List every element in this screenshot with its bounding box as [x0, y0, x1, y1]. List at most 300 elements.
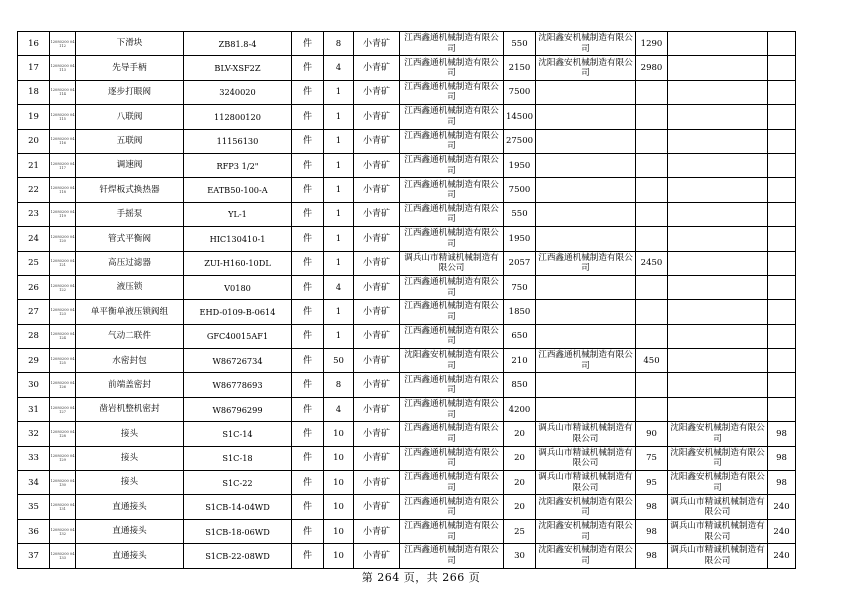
item-name: 直通接头 — [76, 544, 184, 568]
item-spec: W86726734 — [184, 349, 292, 373]
price-2 — [636, 373, 668, 397]
price-3 — [768, 349, 796, 373]
mine-name: 小青矿 — [354, 202, 400, 226]
supplier-2: 调兵山市精诚机械制造有限公司 — [536, 471, 636, 495]
supplier-1: 江西鑫通机械制造有限公司 — [400, 471, 504, 495]
price-2: 90 — [636, 422, 668, 446]
item-spec: S1CB-22-08WD — [184, 544, 292, 568]
unit: 件 — [292, 202, 324, 226]
item-spec: S1CB-18-06WD — [184, 519, 292, 543]
price-3 — [768, 324, 796, 348]
unit: 件 — [292, 56, 324, 80]
unit: 件 — [292, 544, 324, 568]
item-name: 接头 — [76, 446, 184, 470]
supplier-1: 江西鑫通机械制造有限公司 — [400, 227, 504, 251]
quantity: 10 — [324, 519, 354, 543]
mine-name: 小青矿 — [354, 544, 400, 568]
material-code: 12080200 04125 — [50, 349, 76, 373]
supplier-2: 沈阳鑫安机械制造有限公司 — [536, 495, 636, 519]
item-name: 高压过滤器 — [76, 251, 184, 275]
supplier-1: 江西鑫通机械制造有限公司 — [400, 80, 504, 104]
price-2 — [636, 397, 668, 421]
supplier-1: 江西鑫通机械制造有限公司 — [400, 129, 504, 153]
supplier-3 — [668, 56, 768, 80]
price-2: 95 — [636, 471, 668, 495]
price-2: 1290 — [636, 32, 668, 56]
supplier-2 — [536, 80, 636, 104]
item-name: 凿岩机整机密封 — [76, 397, 184, 421]
supplier-3 — [668, 105, 768, 129]
supplier-2: 江西鑫通机械制造有限公司 — [536, 349, 636, 373]
material-code: 12080200 04128 — [50, 422, 76, 446]
material-code: 12080200 04122 — [50, 275, 76, 299]
price-1: 7500 — [504, 80, 536, 104]
item-spec: EATB50-100-A — [184, 178, 292, 202]
price-1: 20 — [504, 446, 536, 470]
price-2: 98 — [636, 519, 668, 543]
row-number: 22 — [18, 178, 50, 202]
price-3 — [768, 105, 796, 129]
row-number: 37 — [18, 544, 50, 568]
supplier-3 — [668, 251, 768, 275]
item-name: 接头 — [76, 422, 184, 446]
supplier-1: 江西鑫通机械制造有限公司 — [400, 544, 504, 568]
unit: 件 — [292, 324, 324, 348]
supplier-2: 沈阳鑫安机械制造有限公司 — [536, 519, 636, 543]
supplier-3 — [668, 300, 768, 324]
mine-name: 小青矿 — [354, 178, 400, 202]
table-row — [18, 446, 796, 470]
unit: 件 — [292, 519, 324, 543]
item-name: 直通接头 — [76, 519, 184, 543]
row-number: 17 — [18, 56, 50, 80]
price-3: 240 — [768, 544, 796, 568]
unit: 件 — [292, 251, 324, 275]
page-footer: 第 264 页，共 266 页 — [361, 571, 481, 584]
price-3 — [768, 202, 796, 226]
unit: 件 — [292, 178, 324, 202]
item-spec: HIC130410-1 — [184, 227, 292, 251]
item-name: 水密封包 — [76, 349, 184, 373]
unit: 件 — [292, 227, 324, 251]
price-1: 25 — [504, 519, 536, 543]
quantity: 4 — [324, 275, 354, 299]
supplier-3 — [668, 324, 768, 348]
supplier-1: 江西鑫通机械制造有限公司 — [400, 56, 504, 80]
item-spec: RFP3 1/2" — [184, 153, 292, 177]
table-row — [18, 275, 796, 299]
unit: 件 — [292, 275, 324, 299]
price-3 — [768, 251, 796, 275]
price-1: 4200 — [504, 397, 536, 421]
table-row — [18, 373, 796, 397]
price-2 — [636, 178, 668, 202]
price-3: 240 — [768, 519, 796, 543]
table-row — [18, 178, 796, 202]
row-number: 18 — [18, 80, 50, 104]
table-row — [18, 251, 796, 275]
price-3: 98 — [768, 422, 796, 446]
mine-name: 小青矿 — [354, 446, 400, 470]
price-3 — [768, 178, 796, 202]
price-1: 210 — [504, 349, 536, 373]
table-row — [18, 129, 796, 153]
price-1: 14500 — [504, 105, 536, 129]
supplier-2 — [536, 275, 636, 299]
material-code: 12080200 04117 — [50, 153, 76, 177]
material-code: 12080200 04133 — [50, 544, 76, 568]
mine-name: 小青矿 — [354, 422, 400, 446]
table-row — [18, 227, 796, 251]
supplier-2: 沈阳鑫安机械制造有限公司 — [536, 32, 636, 56]
supplier-1: 江西鑫通机械制造有限公司 — [400, 300, 504, 324]
row-number: 35 — [18, 495, 50, 519]
material-code: 12080200 04132 — [50, 519, 76, 543]
unit: 件 — [292, 105, 324, 129]
material-code: 12080200 04123 — [50, 300, 76, 324]
supplier-3 — [668, 275, 768, 299]
item-spec: 11156130 — [184, 129, 292, 153]
row-number: 25 — [18, 251, 50, 275]
quantity: 1 — [324, 324, 354, 348]
unit: 件 — [292, 471, 324, 495]
supplier-2 — [536, 153, 636, 177]
supplier-3 — [668, 349, 768, 373]
item-name: 钎焊板式换热器 — [76, 178, 184, 202]
price-2 — [636, 105, 668, 129]
supplier-3 — [668, 153, 768, 177]
price-2: 2980 — [636, 56, 668, 80]
supplier-1: 江西鑫通机械制造有限公司 — [400, 397, 504, 421]
supplier-2 — [536, 105, 636, 129]
quantity: 1 — [324, 178, 354, 202]
row-number: 31 — [18, 397, 50, 421]
price-3: 98 — [768, 471, 796, 495]
item-spec: YL-1 — [184, 202, 292, 226]
supplier-2 — [536, 300, 636, 324]
supplier-1: 沈阳鑫安机械制造有限公司 — [400, 349, 504, 373]
price-1: 750 — [504, 275, 536, 299]
quantity: 50 — [324, 349, 354, 373]
table-row — [18, 80, 796, 104]
supplier-3: 沈阳鑫安机械制造有限公司 — [668, 446, 768, 470]
quantity: 1 — [324, 300, 354, 324]
price-3 — [768, 56, 796, 80]
mine-name: 小青矿 — [354, 251, 400, 275]
table-row — [18, 153, 796, 177]
unit: 件 — [292, 32, 324, 56]
price-2 — [636, 129, 668, 153]
item-name: 气动二联件 — [76, 324, 184, 348]
supplier-1: 调兵山市精诚机械制造有限公司 — [400, 251, 504, 275]
row-number: 33 — [18, 446, 50, 470]
material-code: 12080200 04127 — [50, 397, 76, 421]
supplier-2: 调兵山市精诚机械制造有限公司 — [536, 446, 636, 470]
quantity: 10 — [324, 446, 354, 470]
supplier-3 — [668, 373, 768, 397]
supplier-2: 调兵山市精诚机械制造有限公司 — [536, 422, 636, 446]
table-row — [18, 519, 796, 543]
item-spec: BLV-XSF2Z — [184, 56, 292, 80]
procurement-table — [17, 31, 796, 569]
mine-name: 小青矿 — [354, 397, 400, 421]
price-2: 75 — [636, 446, 668, 470]
item-name: 管式平衡阀 — [76, 227, 184, 251]
price-1: 550 — [504, 202, 536, 226]
row-number: 20 — [18, 129, 50, 153]
quantity: 1 — [324, 129, 354, 153]
supplier-1: 江西鑫通机械制造有限公司 — [400, 202, 504, 226]
table-row — [18, 32, 796, 56]
row-number: 23 — [18, 202, 50, 226]
supplier-1: 江西鑫通机械制造有限公司 — [400, 373, 504, 397]
supplier-3 — [668, 227, 768, 251]
supplier-1: 江西鑫通机械制造有限公司 — [400, 153, 504, 177]
unit: 件 — [292, 446, 324, 470]
material-code: 12080200 04112 — [50, 32, 76, 56]
item-name: 液压锁 — [76, 275, 184, 299]
price-3: 98 — [768, 446, 796, 470]
row-number: 16 — [18, 32, 50, 56]
quantity: 8 — [324, 373, 354, 397]
mine-name: 小青矿 — [354, 153, 400, 177]
item-spec: S1C-18 — [184, 446, 292, 470]
price-2 — [636, 275, 668, 299]
row-number: 27 — [18, 300, 50, 324]
price-1: 30 — [504, 544, 536, 568]
item-spec: 112800120 — [184, 105, 292, 129]
price-3: 240 — [768, 495, 796, 519]
supplier-1: 江西鑫通机械制造有限公司 — [400, 446, 504, 470]
item-name: 逐步打眼阀 — [76, 80, 184, 104]
supplier-3 — [668, 129, 768, 153]
quantity: 10 — [324, 422, 354, 446]
supplier-3 — [668, 32, 768, 56]
mine-name: 小青矿 — [354, 80, 400, 104]
material-code: 12080200 04124 — [50, 324, 76, 348]
material-code: 12080200 04120 — [50, 227, 76, 251]
supplier-3 — [668, 80, 768, 104]
quantity: 1 — [324, 227, 354, 251]
price-1: 650 — [504, 324, 536, 348]
table-row — [18, 544, 796, 568]
quantity: 10 — [324, 471, 354, 495]
supplier-3 — [668, 202, 768, 226]
price-1: 20 — [504, 495, 536, 519]
table-row — [18, 422, 796, 446]
price-3 — [768, 275, 796, 299]
item-name: 五联阀 — [76, 129, 184, 153]
item-name: 前端盖密封 — [76, 373, 184, 397]
unit: 件 — [292, 495, 324, 519]
quantity: 1 — [324, 251, 354, 275]
price-1: 1950 — [504, 227, 536, 251]
price-3 — [768, 32, 796, 56]
mine-name: 小青矿 — [354, 129, 400, 153]
mine-name: 小青矿 — [354, 471, 400, 495]
mine-name: 小青矿 — [354, 324, 400, 348]
item-spec: 3240020 — [184, 80, 292, 104]
quantity: 1 — [324, 105, 354, 129]
supplier-3 — [668, 397, 768, 421]
supplier-2 — [536, 178, 636, 202]
price-1: 1850 — [504, 300, 536, 324]
item-name: 接头 — [76, 471, 184, 495]
table-row — [18, 397, 796, 421]
table-row — [18, 202, 796, 226]
item-name: 先导手柄 — [76, 56, 184, 80]
price-2 — [636, 324, 668, 348]
item-name: 手摇泵 — [76, 202, 184, 226]
price-2: 98 — [636, 495, 668, 519]
unit: 件 — [292, 129, 324, 153]
row-number: 30 — [18, 373, 50, 397]
item-spec: ZB81.8-4 — [184, 32, 292, 56]
row-number: 36 — [18, 519, 50, 543]
price-1: 20 — [504, 471, 536, 495]
quantity: 4 — [324, 56, 354, 80]
mine-name: 小青矿 — [354, 275, 400, 299]
quantity: 10 — [324, 544, 354, 568]
unit: 件 — [292, 397, 324, 421]
price-2 — [636, 227, 668, 251]
row-number: 26 — [18, 275, 50, 299]
price-1: 7500 — [504, 178, 536, 202]
price-1: 550 — [504, 32, 536, 56]
table-row — [18, 105, 796, 129]
item-spec: ZUI-H160-10DL — [184, 251, 292, 275]
material-code: 12080200 04129 — [50, 446, 76, 470]
material-code: 12080200 04121 — [50, 251, 76, 275]
price-3 — [768, 300, 796, 324]
price-2: 450 — [636, 349, 668, 373]
supplier-2: 沈阳鑫安机械制造有限公司 — [536, 544, 636, 568]
material-code: 12080200 04116 — [50, 129, 76, 153]
quantity: 8 — [324, 32, 354, 56]
item-spec: V0180 — [184, 275, 292, 299]
price-2 — [636, 80, 668, 104]
material-code: 12080200 04126 — [50, 373, 76, 397]
supplier-2: 沈阳鑫安机械制造有限公司 — [536, 56, 636, 80]
material-code: 12080200 04119 — [50, 202, 76, 226]
supplier-2 — [536, 202, 636, 226]
quantity: 1 — [324, 202, 354, 226]
mine-name: 小青矿 — [354, 105, 400, 129]
supplier-3: 沈阳鑫安机械制造有限公司 — [668, 422, 768, 446]
supplier-1: 江西鑫通机械制造有限公司 — [400, 519, 504, 543]
price-1: 2150 — [504, 56, 536, 80]
row-number: 32 — [18, 422, 50, 446]
price-1: 1950 — [504, 153, 536, 177]
material-code: 12080200 04131 — [50, 495, 76, 519]
price-1: 2057 — [504, 251, 536, 275]
mine-name: 小青矿 — [354, 373, 400, 397]
row-number: 29 — [18, 349, 50, 373]
item-name: 八联阀 — [76, 105, 184, 129]
supplier-1: 江西鑫通机械制造有限公司 — [400, 178, 504, 202]
table-row — [18, 471, 796, 495]
table-row — [18, 349, 796, 373]
material-code: 12080200 04114 — [50, 80, 76, 104]
mine-name: 小青矿 — [354, 227, 400, 251]
row-number: 21 — [18, 153, 50, 177]
row-number: 34 — [18, 471, 50, 495]
price-3 — [768, 373, 796, 397]
material-code: 12080200 04118 — [50, 178, 76, 202]
supplier-3: 调兵山市精诚机械制造有限公司 — [668, 495, 768, 519]
price-2 — [636, 300, 668, 324]
supplier-1: 江西鑫通机械制造有限公司 — [400, 275, 504, 299]
table-row — [18, 495, 796, 519]
item-name: 直通接头 — [76, 495, 184, 519]
table-row — [18, 324, 796, 348]
price-3 — [768, 153, 796, 177]
unit: 件 — [292, 373, 324, 397]
table-body — [18, 32, 796, 569]
quantity: 1 — [324, 153, 354, 177]
item-spec: S1C-14 — [184, 422, 292, 446]
supplier-2 — [536, 227, 636, 251]
price-1: 20 — [504, 422, 536, 446]
item-spec: W86778693 — [184, 373, 292, 397]
supplier-1: 江西鑫通机械制造有限公司 — [400, 495, 504, 519]
unit: 件 — [292, 300, 324, 324]
supplier-2 — [536, 324, 636, 348]
mine-name: 小青矿 — [354, 519, 400, 543]
material-code: 12080200 04113 — [50, 56, 76, 80]
mine-name: 小青矿 — [354, 349, 400, 373]
quantity: 10 — [324, 495, 354, 519]
item-spec: GFC40015AF1 — [184, 324, 292, 348]
supplier-2 — [536, 397, 636, 421]
price-1: 27500 — [504, 129, 536, 153]
supplier-2 — [536, 373, 636, 397]
supplier-3: 调兵山市精诚机械制造有限公司 — [668, 544, 768, 568]
mine-name: 小青矿 — [354, 32, 400, 56]
item-spec: W86796299 — [184, 397, 292, 421]
supplier-1: 江西鑫通机械制造有限公司 — [400, 422, 504, 446]
unit: 件 — [292, 422, 324, 446]
item-spec: EHD-0109-B-0614 — [184, 300, 292, 324]
item-name: 下滑块 — [76, 32, 184, 56]
price-2 — [636, 153, 668, 177]
table-row — [18, 56, 796, 80]
price-2: 98 — [636, 544, 668, 568]
row-number: 24 — [18, 227, 50, 251]
supplier-1: 江西鑫通机械制造有限公司 — [400, 324, 504, 348]
item-name: 调速阀 — [76, 153, 184, 177]
supplier-3: 沈阳鑫安机械制造有限公司 — [668, 471, 768, 495]
mine-name: 小青矿 — [354, 56, 400, 80]
supplier-1: 江西鑫通机械制造有限公司 — [400, 105, 504, 129]
price-3 — [768, 80, 796, 104]
row-number: 28 — [18, 324, 50, 348]
table-row — [18, 300, 796, 324]
material-code: 12080200 04130 — [50, 471, 76, 495]
supplier-2: 江西鑫通机械制造有限公司 — [536, 251, 636, 275]
supplier-2 — [536, 129, 636, 153]
price-3 — [768, 129, 796, 153]
material-code: 12080200 04115 — [50, 105, 76, 129]
price-2: 2450 — [636, 251, 668, 275]
supplier-1: 江西鑫通机械制造有限公司 — [400, 32, 504, 56]
item-name: 单平衡单液压锁阀组 — [76, 300, 184, 324]
unit: 件 — [292, 349, 324, 373]
item-spec: S1CB-14-04WD — [184, 495, 292, 519]
row-number: 19 — [18, 105, 50, 129]
mine-name: 小青矿 — [354, 495, 400, 519]
price-1: 850 — [504, 373, 536, 397]
